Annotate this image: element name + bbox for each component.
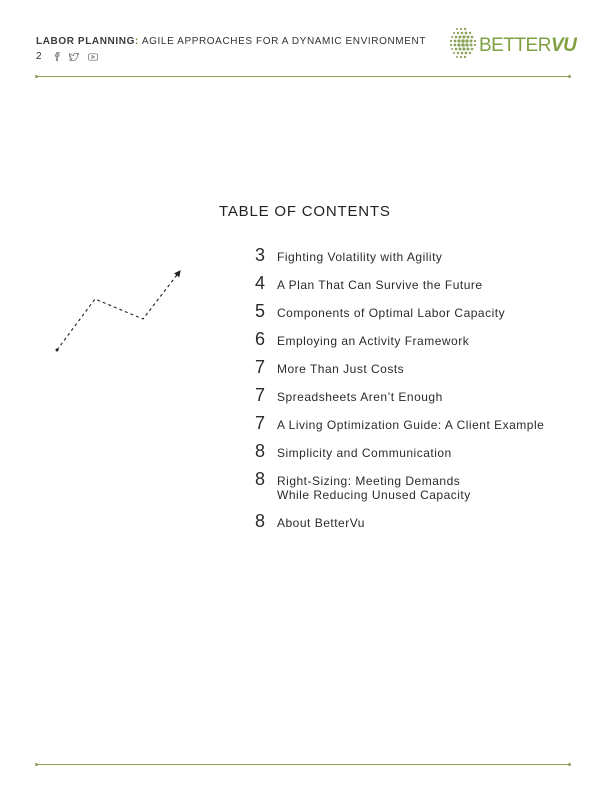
toc-item-label-line2: While Reducing Unused Capacity: [277, 488, 471, 502]
logo-word-vu: VU: [550, 35, 577, 56]
divider-dot-right: [568, 75, 571, 78]
bettervu-logo: [448, 26, 577, 66]
toc-item-label: A Plan That Can Survive the Future: [277, 278, 483, 292]
toc-page-number: 3: [255, 245, 266, 265]
page-number: 2: [36, 51, 42, 62]
toc-page-number: 8: [255, 511, 266, 531]
toc-page-number: 7: [255, 385, 266, 405]
document-title-separator: :: [134, 36, 139, 47]
youtube-icon[interactable]: [88, 53, 98, 61]
toc-page-number: 8: [255, 441, 266, 461]
twitter-icon[interactable]: [69, 53, 79, 61]
toc-item-label: Spreadsheets Aren’t Enough: [277, 390, 443, 404]
document-title-strong: LABOR PLANNING: [36, 36, 135, 47]
toc-item-label: [277, 474, 471, 502]
logo-word-better: BETTER: [479, 35, 551, 56]
footer-divider: [36, 764, 570, 765]
social-links: [54, 52, 98, 61]
toc-page-number: 8: [255, 469, 266, 489]
toc-page-number: 5: [255, 301, 266, 321]
toc-item-label: Fighting Volatility with Agility: [277, 250, 443, 264]
logo-wordmark: [479, 35, 576, 57]
toc-item-label: A Living Optimization Guide: A Client Example: [277, 418, 545, 432]
trend-arrow-icon: [50, 262, 190, 360]
logo-dots-icon: [448, 26, 482, 62]
divider-dot-right: [568, 763, 571, 766]
toc-page-number: 6: [255, 329, 266, 349]
divider-dot-left: [35, 75, 38, 78]
toc-page-number: 4: [255, 273, 266, 293]
document-title-rest: AGILE APPROACHES FOR A DYNAMIC ENVIRONMENT: [141, 36, 427, 47]
toc-item-label: More Than Just Costs: [277, 362, 405, 376]
toc-item-label: Components of Optimal Labor Capacity: [277, 306, 506, 320]
toc-page-number: 7: [255, 357, 266, 377]
header-divider: [36, 76, 570, 77]
toc-item-label-line1: Right-Sizing: Meeting Demands: [277, 474, 461, 488]
divider-dot-left: [35, 763, 38, 766]
toc-item-label: Simplicity and Communication: [277, 446, 452, 460]
toc-item-label: About BetterVu: [277, 516, 365, 530]
facebook-icon[interactable]: [54, 52, 60, 61]
toc-heading: TABLE OF CONTENTS: [219, 203, 391, 220]
toc-page-number: 7: [255, 413, 266, 433]
toc-item-label: Employing an Activity Framework: [277, 334, 470, 348]
